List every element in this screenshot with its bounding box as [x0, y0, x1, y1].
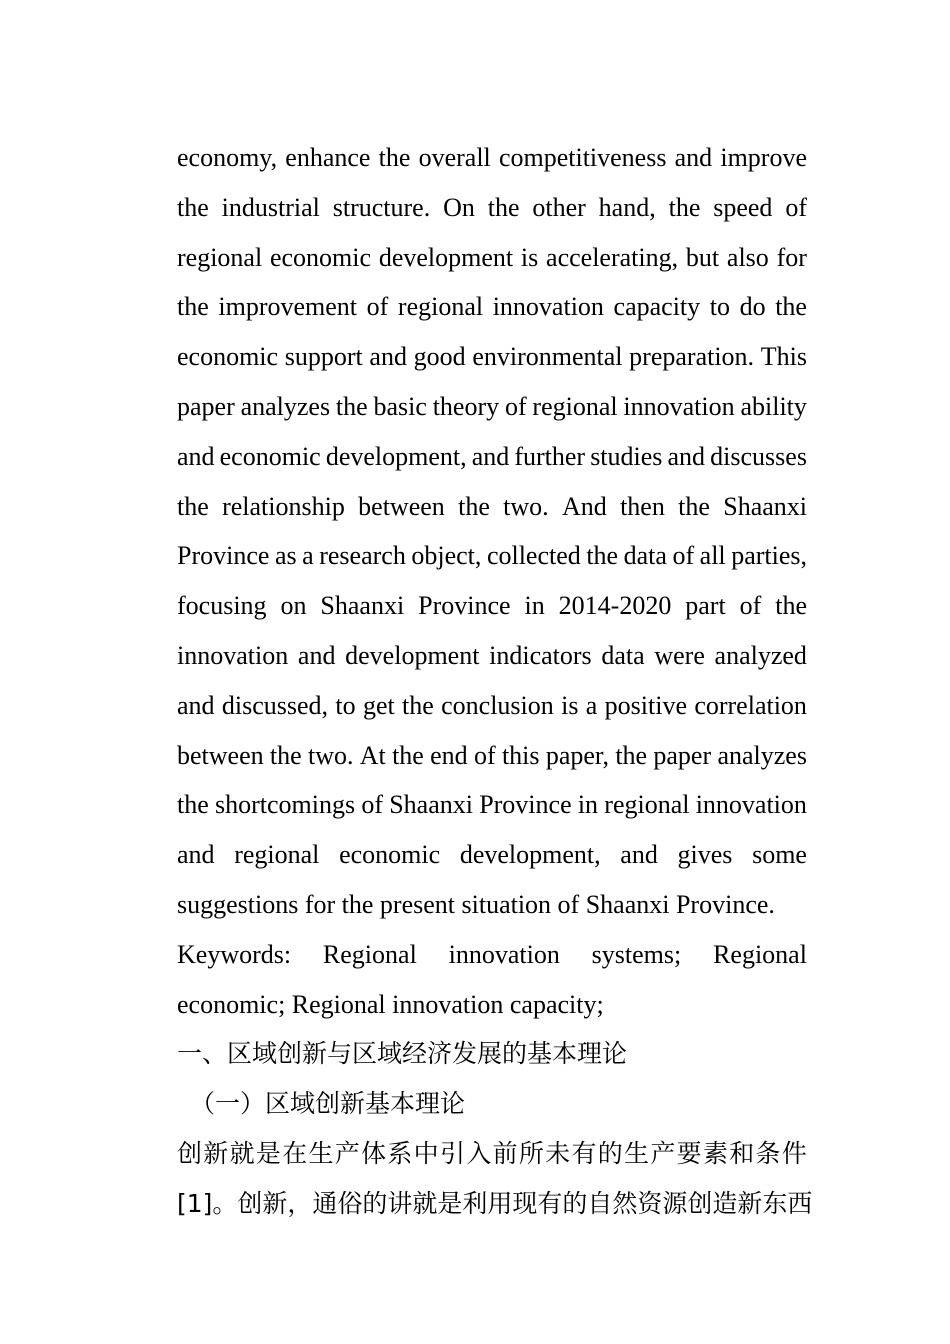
text-token: innovation — [623, 391, 735, 421]
text-token: development, — [325, 441, 467, 471]
text-token: and — [297, 640, 336, 670]
text-token: 中 — [413, 1138, 439, 1168]
text-token: indicators — [489, 640, 592, 670]
text-token: 素 — [702, 1138, 728, 1168]
text-token: analyzes — [717, 740, 807, 770]
text-token: were — [654, 640, 705, 670]
text-token: capacity — [613, 292, 701, 322]
text-token: the — [615, 740, 648, 770]
text-token: Shaanxi — [320, 591, 405, 621]
text-token: the — [402, 690, 434, 720]
text-token: on — [280, 591, 307, 621]
text-token: also — [726, 242, 769, 272]
text-token: Province — [418, 591, 511, 621]
text-token: 和 — [729, 1138, 755, 1168]
text-token: the — [775, 292, 807, 322]
text-token: 新 — [203, 1138, 229, 1168]
text-token: This — [760, 342, 807, 372]
text-token: the — [775, 591, 807, 621]
text-line — [177, 780, 807, 830]
text-token: the — [177, 491, 209, 521]
text-line — [177, 681, 807, 731]
text-token: between — [358, 491, 445, 521]
text-token: to — [709, 292, 730, 322]
text-token: discussed, — [221, 690, 329, 720]
text-token: regional — [177, 242, 263, 272]
text-token: and — [674, 143, 713, 172]
text-token: the — [678, 491, 710, 521]
text-token: the — [177, 790, 209, 820]
text-token: overall — [418, 143, 491, 172]
text-token: of — [672, 541, 695, 571]
text-token: 所 — [518, 1138, 544, 1168]
text-token: economy, — [177, 143, 278, 172]
text-token: get — [362, 690, 395, 720]
text-token: innovation — [177, 640, 289, 670]
text-token: the — [177, 192, 209, 222]
text-token: a — [302, 541, 314, 571]
text-token: 入 — [466, 1138, 492, 1168]
text-token: 产 — [334, 1138, 360, 1168]
text-token: of — [504, 391, 527, 421]
text-token: Province — [177, 541, 270, 571]
text-token: two. — [307, 740, 354, 770]
text-token: end — [430, 740, 468, 770]
text-token: Keywords: — [177, 939, 292, 969]
text-line — [177, 531, 807, 581]
text-token: and — [471, 441, 510, 471]
text-token: some — [752, 840, 807, 870]
text-token: data — [601, 640, 645, 670]
text-token: paper — [653, 740, 712, 770]
text-token: two. — [503, 491, 549, 521]
text-token: in — [577, 790, 599, 820]
text-token: object, — [411, 541, 482, 571]
text-line — [177, 233, 807, 283]
text-token: 在 — [282, 1138, 308, 1168]
text-token: development, — [459, 840, 601, 870]
keywords-line — [177, 930, 807, 980]
text-token: the — [586, 541, 619, 571]
text-token: economic — [339, 840, 441, 870]
text-token: 引 — [439, 1138, 465, 1168]
text-token: regional — [532, 391, 618, 421]
text-token: innovation — [448, 939, 560, 969]
text-token: between — [177, 740, 264, 770]
text-token: Province — [479, 790, 572, 820]
text-token: the — [668, 192, 701, 222]
text-token: regional — [604, 790, 690, 820]
text-token: to — [335, 690, 356, 720]
text-token: industrial — [221, 192, 320, 222]
text-line — [177, 282, 807, 332]
text-token: positive — [604, 690, 687, 720]
text-token: of — [473, 740, 496, 770]
text-token: competitiveness — [498, 143, 667, 172]
chinese-body-paragraph — [177, 1129, 813, 1229]
text-token: as — [274, 541, 297, 571]
text-token: enhance — [285, 143, 371, 172]
text-token: paper — [177, 391, 235, 421]
text-token: 有 — [571, 1138, 597, 1168]
text-token: for — [776, 242, 807, 272]
text-token: collected — [486, 541, 581, 571]
text-token: the — [335, 391, 368, 421]
text-token: economic — [269, 242, 372, 272]
text-token: but — [685, 242, 720, 272]
text-token: then — [620, 491, 665, 521]
text-token: economic — [177, 342, 279, 372]
text-line — [177, 133, 807, 183]
text-token: of — [785, 192, 807, 222]
text-token: Regional — [322, 939, 417, 969]
text-token: 件 — [781, 1138, 807, 1168]
text-token: and — [369, 342, 407, 372]
text-token: parties, — [731, 541, 807, 571]
text-token: structure. — [332, 192, 431, 222]
text-token: research — [319, 541, 406, 571]
text-token: At — [359, 740, 386, 770]
text-token: 生 — [308, 1138, 334, 1168]
text-line — [177, 731, 807, 781]
text-token: 的 — [597, 1138, 623, 1168]
text-token: in — [524, 591, 545, 621]
text-token: paper, — [545, 740, 610, 770]
text-line — [177, 183, 807, 233]
text-token: a — [585, 690, 598, 720]
text-token: 是 — [255, 1138, 281, 1168]
text-token: is — [520, 242, 539, 272]
text-line — [177, 631, 807, 681]
chinese-text-line — [177, 1129, 807, 1179]
text-token: 产 — [650, 1138, 676, 1168]
text-token: the — [392, 740, 424, 770]
text-token: regional — [234, 840, 320, 870]
text-token: focusing — [177, 591, 267, 621]
text-token: do — [739, 292, 766, 322]
text-column — [177, 133, 813, 1229]
text-token: improvement — [218, 292, 358, 322]
text-token: 体 — [361, 1138, 387, 1168]
text-token: other — [532, 192, 586, 222]
text-token: 未 — [545, 1138, 571, 1168]
text-token: the — [378, 143, 411, 172]
text-token: the — [458, 491, 490, 521]
text-token: improve — [720, 143, 807, 172]
text-token: basic — [373, 391, 427, 421]
text-token: Regional — [713, 939, 807, 969]
text-token: gives — [677, 840, 733, 870]
text-token: Shaanxi — [389, 790, 473, 820]
text-line — [177, 382, 807, 432]
text-token: support — [284, 342, 363, 372]
text-token: analyzes — [240, 391, 331, 421]
text-token: regional — [397, 292, 484, 322]
keywords-paragraph — [177, 930, 807, 1030]
text-token: and — [177, 441, 215, 471]
text-token: And — [561, 491, 607, 521]
subsection-heading: （一）区域创新基本理论 — [190, 1089, 466, 1119]
text-token: of — [366, 292, 389, 322]
text-token: correlation — [694, 690, 807, 720]
text-token: good — [413, 342, 466, 372]
text-line — [177, 432, 807, 482]
text-token: discusses — [710, 441, 807, 471]
text-token: relationship — [222, 491, 345, 521]
keywords-line: economic; Regional innovation capacity; — [177, 989, 604, 1019]
text-line — [177, 482, 807, 532]
text-token: development — [345, 640, 480, 670]
text-line: suggestions for the present situation of Shaanxi Province. — [177, 889, 775, 919]
text-token: 生 — [624, 1138, 650, 1168]
text-token: shortcomings — [214, 790, 356, 820]
text-token: 条 — [755, 1138, 781, 1168]
text-token: all — [699, 541, 726, 571]
text-token: further — [514, 441, 586, 471]
text-token: innovation — [695, 790, 807, 820]
text-token: accelerating, — [546, 242, 679, 272]
text-token: environmental — [472, 342, 623, 372]
text-token: hand, — [598, 192, 656, 222]
text-token: 系 — [387, 1138, 413, 1168]
text-token: data — [623, 541, 667, 571]
text-token: part — [685, 591, 726, 621]
abstract-paragraph — [177, 133, 807, 930]
text-token: conclusion — [441, 690, 554, 720]
text-token: On — [443, 192, 475, 222]
text-token: preparation. — [629, 342, 755, 372]
text-token: 就 — [229, 1138, 255, 1168]
text-token: speed — [713, 192, 773, 222]
text-token: is — [561, 690, 579, 720]
section-heading: 一、区域创新与区域经济发展的基本理论 — [177, 1039, 628, 1069]
text-token: studies — [590, 441, 663, 471]
text-token: theory — [432, 391, 500, 421]
text-token: the — [177, 292, 209, 322]
text-token: ability — [740, 391, 807, 421]
text-token: and — [177, 690, 215, 720]
text-token: and — [177, 840, 215, 870]
text-token: innovation — [492, 292, 604, 322]
text-token: 2014-2020 — [558, 591, 672, 621]
text-line — [177, 581, 807, 631]
text-token: development — [378, 242, 514, 272]
text-token: 创 — [177, 1138, 203, 1168]
text-token: and — [620, 840, 658, 870]
text-token: systems; — [591, 939, 682, 969]
text-token: the — [269, 740, 302, 770]
text-token: 要 — [676, 1138, 702, 1168]
text-token: the — [487, 192, 520, 222]
text-token: 前 — [492, 1138, 518, 1168]
text-line — [177, 830, 807, 880]
text-line — [177, 332, 807, 382]
text-token: of — [361, 790, 383, 820]
text-token: this — [501, 740, 540, 770]
text-token: Shaanxi — [723, 491, 807, 521]
text-token: of — [739, 591, 762, 621]
text-token: analyzed — [714, 640, 807, 670]
text-token: economic — [219, 441, 321, 471]
chinese-text-line: [1]。创新，通俗的讲就是利用现有的自然资源创造新东西 — [177, 1188, 813, 1218]
text-token: and — [667, 441, 706, 471]
